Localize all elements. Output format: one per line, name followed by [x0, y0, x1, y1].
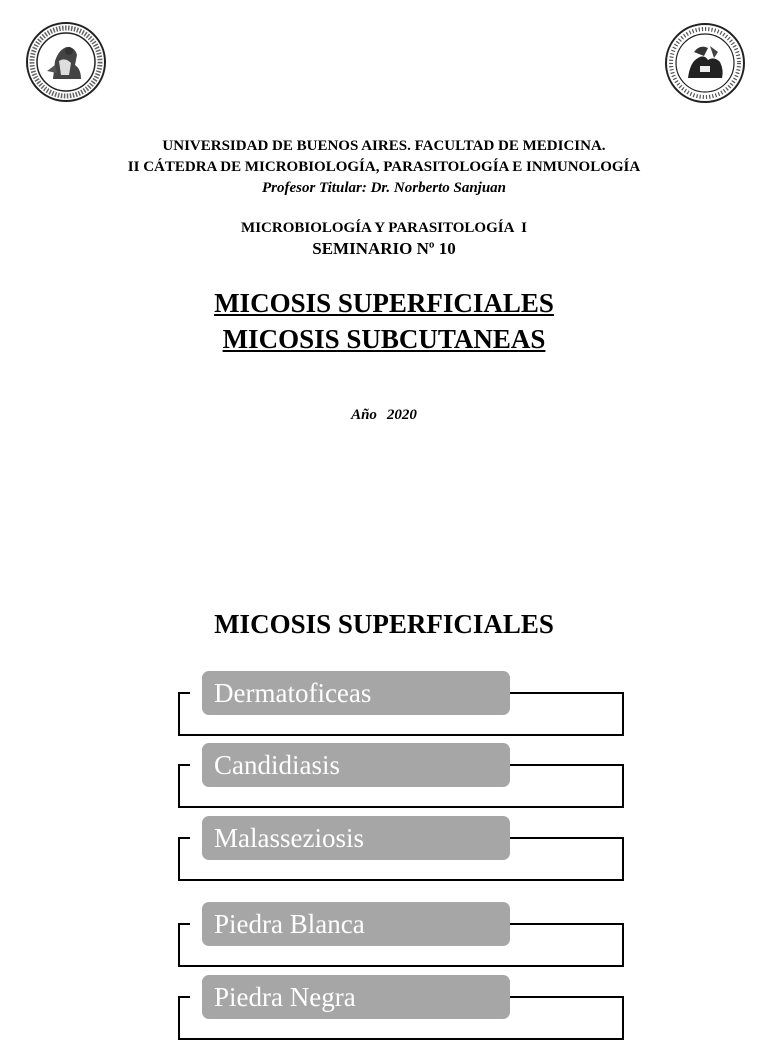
university-seal-logo: [25, 21, 107, 103]
year-label: Año: [351, 407, 377, 423]
list-item: [178, 743, 622, 787]
list-item: [178, 902, 622, 946]
department-name: II CÁTEDRA DE MICROBIOLOGÍA, PARASITOLOGÍA E INMUNOLOGÍA: [127, 159, 641, 175]
section-title: MICOSIS SUPERFICIALES: [214, 609, 554, 639]
item-label: Piedra Blanca: [202, 902, 510, 946]
item-label: Candidiasis: [202, 743, 510, 787]
course-name: MICROBIOLOGÍA Y PARASITOLOGÍA I: [241, 220, 527, 236]
professor-line: Profesor Titular: Dr. Norberto Sanjuan: [261, 180, 507, 196]
item-label: Piedra Negra: [202, 975, 510, 1019]
list-item: [178, 975, 622, 1019]
document-header: [0, 136, 768, 198]
year-value: 2020: [386, 407, 417, 423]
year-line: [0, 407, 768, 424]
seminar-number: SEMINARIO Nº 10: [312, 239, 456, 258]
title-line-2: MICOSIS SUBCUTANEAS: [222, 324, 546, 354]
list-item: [178, 816, 622, 860]
course-block: [0, 218, 768, 260]
faculty-seal-logo: [664, 22, 746, 104]
item-label: Dermatoficeas: [202, 671, 510, 715]
item-label: Malasseziosis: [202, 816, 510, 860]
university-name: UNIVERSIDAD DE BUENOS AIRES. FACULTAD DE MEDICINA.: [162, 138, 606, 154]
title-line-1: MICOSIS SUPERFICIALES: [214, 288, 554, 318]
document-title: [0, 285, 768, 357]
list-item: [178, 671, 622, 715]
